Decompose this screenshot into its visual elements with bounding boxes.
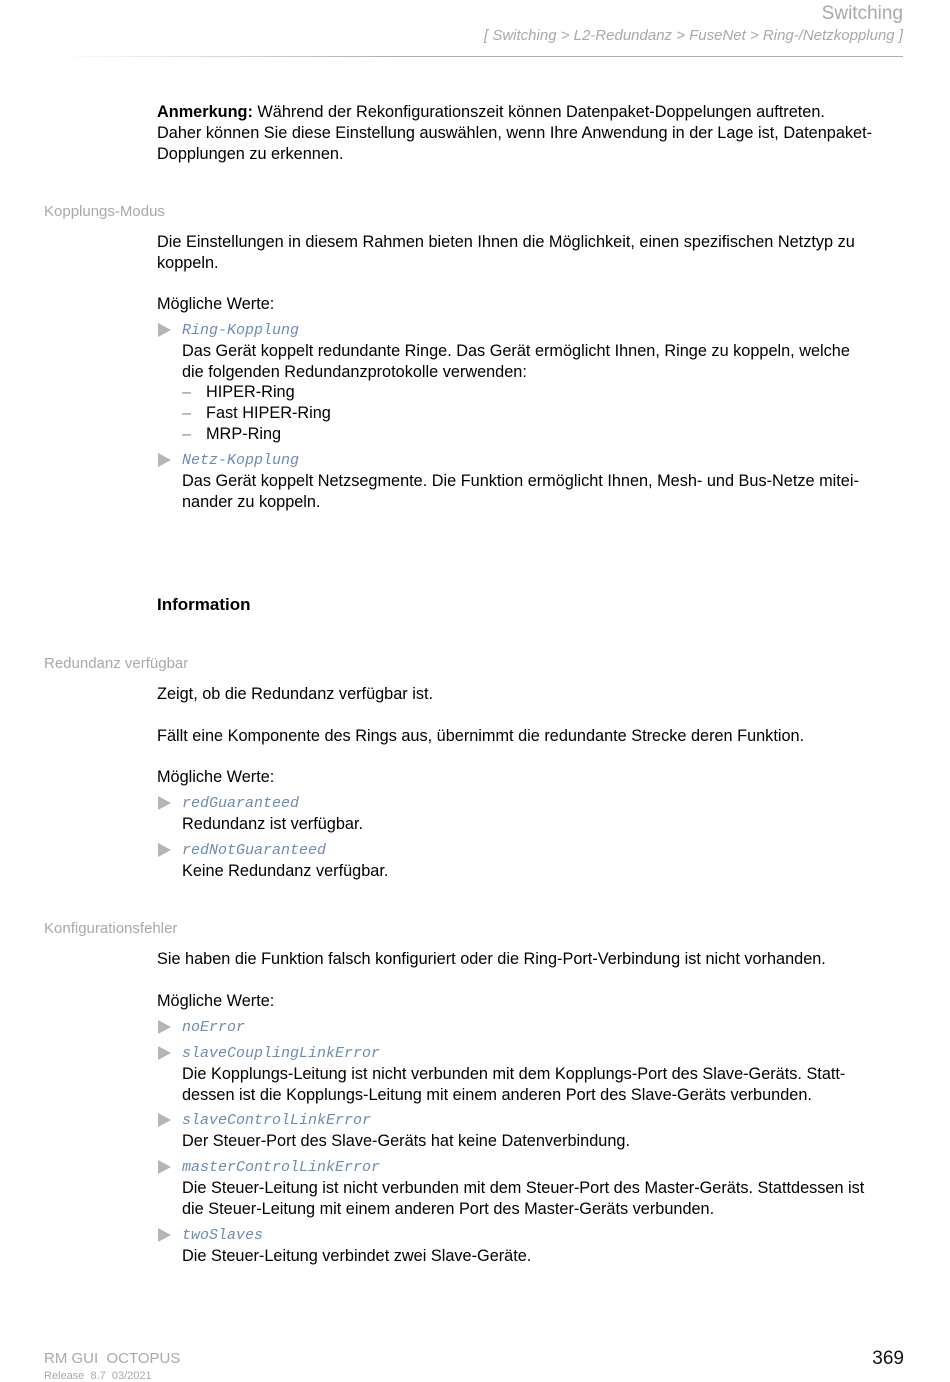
value-no-error: noError <box>182 1019 246 1036</box>
header-title: Switching <box>821 3 903 24</box>
slave-coupling-desc-line-1: Die Kopplungs-Leitung ist nicht verbunden mit dem Kopplungs-Port des Slave-Geräts. Statt- <box>182 1065 846 1083</box>
two-slaves-description: Die Steuer-Leitung verbindet zwei Slave-Geräte. <box>182 1247 532 1265</box>
master-control-desc-line-2: die Steuer-Leitung mit einem anderen Port des Master-Geräts verbunden. <box>182 1200 715 1218</box>
triangle-bullet-icon <box>158 323 171 337</box>
section-heading-information: Information <box>157 595 251 614</box>
breadcrumb: [ Switching > L2-Redundanz > FuseNet > Ring-/Netzkopplung ] <box>484 27 903 44</box>
slave-coupling-description <box>182 1064 907 1106</box>
value-slave-control-link-error: slaveControlLinkError <box>182 1112 372 1129</box>
triangle-bullet-icon <box>158 1046 171 1060</box>
red-guaranteed-description: Redundanz ist verfügbar. <box>182 815 364 833</box>
redundanz-text-2: Fällt eine Komponente des Rings aus, übernimmt die redundante Strecke deren Funktion. <box>157 727 805 745</box>
triangle-bullet-icon <box>158 1228 171 1242</box>
value-ring-kopplung: Ring-Kopplung <box>182 322 300 339</box>
note-label: Anmerkung: <box>157 103 253 121</box>
red-not-guaranteed-description: Keine Redundanz verfügbar. <box>182 862 389 880</box>
value-netz-kopplung: Netz-Kopplung <box>182 452 300 469</box>
netz-desc-line-2: nander zu koppeln. <box>182 493 321 511</box>
kopplungs-intro <box>157 232 907 274</box>
value-red-not-guaranteed: redNotGuaranteed <box>182 842 327 859</box>
protocol-item: Fast HIPER-Ring <box>206 404 331 422</box>
dash-marker: – <box>182 383 192 401</box>
note-line-1: Während der Rekonfigurationszeit können Datenpaket-Doppelungen auftreten. <box>252 103 825 121</box>
values-label: Mögliche Werte: <box>157 768 275 786</box>
dash-marker: – <box>182 425 192 443</box>
ring-desc-line-1: Das Gerät koppelt redundante Ringe. Das Gerät ermöglicht Ihnen, Ringe zu koppeln, welche <box>182 342 850 360</box>
protocol-item: MRP-Ring <box>206 425 282 443</box>
triangle-bullet-icon <box>158 796 171 810</box>
ring-desc-line-2: die folgenden Redundanzprotokolle verwenden: <box>182 363 527 381</box>
values-label: Mögliche Werte: <box>157 992 275 1010</box>
value-slave-coupling-link-error: slaveCouplingLinkError <box>182 1045 381 1062</box>
redundanz-text-1: Zeigt, ob die Redundanz verfügbar ist. <box>157 685 434 703</box>
note-line-3: Dopplungen zu erkennen. <box>157 145 344 163</box>
side-label-redundanz: Redundanz verfügbar <box>44 655 189 672</box>
side-label-kopplungs-modus: Kopplungs-Modus <box>44 203 165 220</box>
triangle-bullet-icon <box>158 843 171 857</box>
triangle-bullet-icon <box>158 1113 171 1127</box>
kopplungs-intro-line-2: koppeln. <box>157 254 219 272</box>
note-line-2: Daher können Sie diese Einstellung auswählen, wenn Ihre Anwendung in der Lage ist, Datenpaket- <box>157 124 873 142</box>
triangle-bullet-icon <box>158 453 171 467</box>
kopplungs-intro-line-1: Die Einstellungen in diesem Rahmen bieten Ihnen die Möglichkeit, einen spezifischen Netztyp zu <box>157 233 855 251</box>
netz-kopplung-description <box>182 471 907 513</box>
value-red-guaranteed: redGuaranteed <box>182 795 300 812</box>
ring-kopplung-description <box>182 341 907 383</box>
page-number: 369 <box>872 1348 904 1369</box>
protocol-item: HIPER-Ring <box>206 383 295 401</box>
footer-release: Release 8.7 03/2021 <box>44 1370 152 1382</box>
values-label: Mögliche Werte: <box>157 295 275 313</box>
slave-control-description: Der Steuer-Port des Slave-Geräts hat keine Datenverbindung. <box>182 1132 630 1150</box>
netz-desc-line-1: Das Gerät koppelt Netzsegmente. Die Funktion ermöglicht Ihnen, Mesh- und Bus-Netze mitei- <box>182 472 859 490</box>
dash-marker: – <box>182 404 192 422</box>
note-paragraph <box>157 102 907 165</box>
konfig-text: Sie haben die Funktion falsch konfiguriert oder die Ring-Port-Verbindung ist nicht vorhanden. <box>157 950 826 968</box>
footer-product: RM GUI OCTOPUS <box>44 1350 181 1367</box>
master-control-description <box>182 1178 907 1220</box>
value-master-control-link-error: masterControlLinkError <box>182 1159 381 1176</box>
triangle-bullet-icon <box>158 1020 171 1034</box>
triangle-bullet-icon <box>158 1160 171 1174</box>
header-divider <box>55 56 903 57</box>
slave-coupling-desc-line-2: dessen ist die Kopplungs-Leitung mit einem anderen Port des Slave-Geräts verbunden. <box>182 1086 812 1104</box>
value-two-slaves: twoSlaves <box>182 1227 264 1244</box>
side-label-konfigurationsfehler: Konfigurationsfehler <box>44 920 178 937</box>
master-control-desc-line-1: Die Steuer-Leitung ist nicht verbunden mit dem Steuer-Port des Master-Geräts. Stattdessen ist <box>182 1179 865 1197</box>
